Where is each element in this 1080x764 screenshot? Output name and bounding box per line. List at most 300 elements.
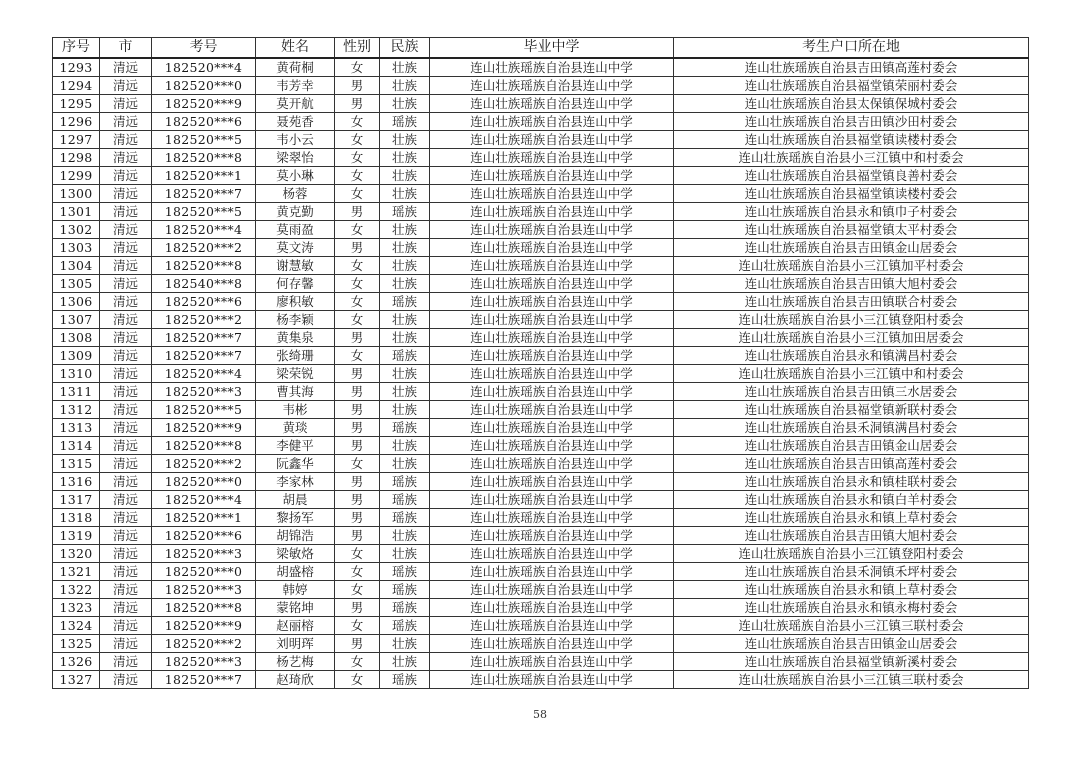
cell-graduation-school: 连山壮族瑶族自治县连山中学 xyxy=(430,293,674,311)
cell-gender: 女 xyxy=(335,347,380,365)
cell-gender: 男 xyxy=(335,599,380,617)
cell-exam-number: 182520***6 xyxy=(152,293,256,311)
cell-index: 1322 xyxy=(53,581,100,599)
cell-household-location: 连山壮族瑶族自治县福堂镇读楼村委会 xyxy=(674,131,1029,149)
cell-ethnicity: 壮族 xyxy=(380,185,430,203)
table-row xyxy=(53,203,1029,221)
cell-city: 清远 xyxy=(100,149,152,167)
cell-name: 梁敏烙 xyxy=(256,545,335,563)
cell-household-location: 连山壮族瑶族自治县永和镇永梅村委会 xyxy=(674,599,1029,617)
cell-household-location: 连山壮族瑶族自治县永和镇上草村委会 xyxy=(674,581,1029,599)
cell-name: 廖积敏 xyxy=(256,293,335,311)
cell-graduation-school: 连山壮族瑶族自治县连山中学 xyxy=(430,455,674,473)
cell-city: 清远 xyxy=(100,401,152,419)
cell-name: 梁翠怡 xyxy=(256,149,335,167)
cell-household-location: 连山壮族瑶族自治县福堂镇太平村委会 xyxy=(674,221,1029,239)
cell-household-location: 连山壮族瑶族自治县小三江镇加平村委会 xyxy=(674,257,1029,275)
cell-gender: 女 xyxy=(335,185,380,203)
header-household-location: 考生户口所在地 xyxy=(674,38,1029,59)
cell-exam-number: 182520***5 xyxy=(152,401,256,419)
cell-exam-number: 182520***6 xyxy=(152,527,256,545)
cell-name: 聂苑香 xyxy=(256,113,335,131)
cell-graduation-school: 连山壮族瑶族自治县连山中学 xyxy=(430,491,674,509)
cell-name: 韦彬 xyxy=(256,401,335,419)
cell-graduation-school: 连山壮族瑶族自治县连山中学 xyxy=(430,113,674,131)
cell-ethnicity: 瑶族 xyxy=(380,419,430,437)
cell-exam-number: 182520***2 xyxy=(152,635,256,653)
cell-city: 清远 xyxy=(100,293,152,311)
cell-index: 1296 xyxy=(53,113,100,131)
cell-city: 清远 xyxy=(100,473,152,491)
cell-city: 清远 xyxy=(100,671,152,689)
table-row xyxy=(53,365,1029,383)
cell-ethnicity: 壮族 xyxy=(380,149,430,167)
cell-household-location: 连山壮族瑶族自治县吉田镇三水居委会 xyxy=(674,383,1029,401)
cell-index: 1321 xyxy=(53,563,100,581)
cell-name: 谢慧敏 xyxy=(256,257,335,275)
cell-index: 1300 xyxy=(53,185,100,203)
cell-household-location: 连山壮族瑶族自治县吉田镇高莲村委会 xyxy=(674,455,1029,473)
cell-city: 清远 xyxy=(100,58,152,77)
cell-graduation-school: 连山壮族瑶族自治县连山中学 xyxy=(430,617,674,635)
table-row xyxy=(53,491,1029,509)
cell-city: 清远 xyxy=(100,131,152,149)
cell-city: 清远 xyxy=(100,221,152,239)
cell-ethnicity: 壮族 xyxy=(380,58,430,77)
cell-city: 清远 xyxy=(100,257,152,275)
table-row xyxy=(53,545,1029,563)
table-row xyxy=(53,635,1029,653)
cell-name: 杨李颖 xyxy=(256,311,335,329)
cell-name: 莫文涛 xyxy=(256,239,335,257)
cell-ethnicity: 壮族 xyxy=(380,527,430,545)
table-row xyxy=(53,239,1029,257)
header-city: 市 xyxy=(100,38,152,59)
cell-graduation-school: 连山壮族瑶族自治县连山中学 xyxy=(430,527,674,545)
cell-exam-number: 182520***4 xyxy=(152,491,256,509)
cell-ethnicity: 壮族 xyxy=(380,437,430,455)
cell-name: 赵丽榕 xyxy=(256,617,335,635)
cell-city: 清远 xyxy=(100,581,152,599)
cell-name: 阮鑫华 xyxy=(256,455,335,473)
cell-exam-number: 182520***4 xyxy=(152,365,256,383)
cell-graduation-school: 连山壮族瑶族自治县连山中学 xyxy=(430,347,674,365)
cell-ethnicity: 瑶族 xyxy=(380,473,430,491)
cell-ethnicity: 壮族 xyxy=(380,131,430,149)
cell-graduation-school: 连山壮族瑶族自治县连山中学 xyxy=(430,221,674,239)
cell-graduation-school: 连山壮族瑶族自治县连山中学 xyxy=(430,95,674,113)
cell-name: 黎扬军 xyxy=(256,509,335,527)
cell-household-location: 连山壮族瑶族自治县禾洞镇满昌村委会 xyxy=(674,419,1029,437)
cell-name: 赵琦欣 xyxy=(256,671,335,689)
cell-household-location: 连山壮族瑶族自治县吉田镇联合村委会 xyxy=(674,293,1029,311)
cell-ethnicity: 壮族 xyxy=(380,383,430,401)
table-body xyxy=(53,58,1029,689)
cell-exam-number: 182520***8 xyxy=(152,257,256,275)
cell-index: 1294 xyxy=(53,77,100,95)
cell-index: 1306 xyxy=(53,293,100,311)
table-row xyxy=(53,509,1029,527)
cell-gender: 男 xyxy=(335,365,380,383)
table-row xyxy=(53,671,1029,689)
cell-household-location: 连山壮族瑶族自治县吉田镇大旭村委会 xyxy=(674,275,1029,293)
cell-city: 清远 xyxy=(100,77,152,95)
header-exam-number: 考号 xyxy=(152,38,256,59)
cell-name: 张绮珊 xyxy=(256,347,335,365)
cell-index: 1315 xyxy=(53,455,100,473)
cell-index: 1311 xyxy=(53,383,100,401)
cell-household-location: 连山壮族瑶族自治县福堂镇良善村委会 xyxy=(674,167,1029,185)
cell-ethnicity: 瑶族 xyxy=(380,563,430,581)
cell-index: 1317 xyxy=(53,491,100,509)
cell-exam-number: 182520***1 xyxy=(152,167,256,185)
cell-graduation-school: 连山壮族瑶族自治县连山中学 xyxy=(430,383,674,401)
cell-household-location: 连山壮族瑶族自治县小三江镇登阳村委会 xyxy=(674,311,1029,329)
cell-exam-number: 182520***9 xyxy=(152,95,256,113)
table-row xyxy=(53,617,1029,635)
cell-ethnicity: 壮族 xyxy=(380,275,430,293)
cell-ethnicity: 瑶族 xyxy=(380,347,430,365)
cell-graduation-school: 连山壮族瑶族自治县连山中学 xyxy=(430,509,674,527)
cell-index: 1298 xyxy=(53,149,100,167)
header-name: 姓名 xyxy=(256,38,335,59)
cell-graduation-school: 连山壮族瑶族自治县连山中学 xyxy=(430,473,674,491)
cell-exam-number: 182520***8 xyxy=(152,437,256,455)
cell-exam-number: 182520***2 xyxy=(152,311,256,329)
cell-ethnicity: 瑶族 xyxy=(380,509,430,527)
cell-household-location: 连山壮族瑶族自治县永和镇满昌村委会 xyxy=(674,347,1029,365)
cell-city: 清远 xyxy=(100,599,152,617)
cell-exam-number: 182520***3 xyxy=(152,653,256,671)
table-row xyxy=(53,581,1029,599)
cell-gender: 女 xyxy=(335,545,380,563)
cell-name: 胡盛榕 xyxy=(256,563,335,581)
cell-ethnicity: 瑶族 xyxy=(380,617,430,635)
cell-index: 1299 xyxy=(53,167,100,185)
table-row xyxy=(53,149,1029,167)
cell-gender: 男 xyxy=(335,491,380,509)
cell-name: 李健平 xyxy=(256,437,335,455)
cell-gender: 男 xyxy=(335,239,380,257)
cell-graduation-school: 连山壮族瑶族自治县连山中学 xyxy=(430,653,674,671)
table-row xyxy=(53,293,1029,311)
cell-ethnicity: 壮族 xyxy=(380,77,430,95)
cell-index: 1319 xyxy=(53,527,100,545)
cell-name: 蒙铭坤 xyxy=(256,599,335,617)
cell-exam-number: 182520***0 xyxy=(152,563,256,581)
cell-household-location: 连山壮族瑶族自治县福堂镇新联村委会 xyxy=(674,401,1029,419)
cell-graduation-school: 连山壮族瑶族自治县连山中学 xyxy=(430,419,674,437)
cell-city: 清远 xyxy=(100,419,152,437)
cell-ethnicity: 壮族 xyxy=(380,545,430,563)
table-row xyxy=(53,401,1029,419)
cell-city: 清远 xyxy=(100,383,152,401)
cell-name: 黄集泉 xyxy=(256,329,335,347)
cell-exam-number: 182520***0 xyxy=(152,77,256,95)
table-row xyxy=(53,311,1029,329)
cell-index: 1309 xyxy=(53,347,100,365)
cell-household-location: 连山壮族瑶族自治县吉田镇金山居委会 xyxy=(674,239,1029,257)
cell-exam-number: 182520***7 xyxy=(152,347,256,365)
cell-exam-number: 182520***7 xyxy=(152,329,256,347)
cell-exam-number: 182520***2 xyxy=(152,455,256,473)
cell-gender: 女 xyxy=(335,617,380,635)
cell-gender: 女 xyxy=(335,293,380,311)
cell-ethnicity: 壮族 xyxy=(380,167,430,185)
cell-graduation-school: 连山壮族瑶族自治县连山中学 xyxy=(430,257,674,275)
cell-graduation-school: 连山壮族瑶族自治县连山中学 xyxy=(430,149,674,167)
cell-gender: 男 xyxy=(335,437,380,455)
cell-ethnicity: 壮族 xyxy=(380,221,430,239)
student-roster-table xyxy=(52,37,1029,689)
cell-name: 莫小琳 xyxy=(256,167,335,185)
table-row xyxy=(53,95,1029,113)
cell-exam-number: 182520***3 xyxy=(152,383,256,401)
table-row xyxy=(53,329,1029,347)
cell-city: 清远 xyxy=(100,545,152,563)
cell-exam-number: 182520***0 xyxy=(152,473,256,491)
cell-city: 清远 xyxy=(100,95,152,113)
table-row xyxy=(53,563,1029,581)
cell-index: 1323 xyxy=(53,599,100,617)
table-row xyxy=(53,383,1029,401)
cell-graduation-school: 连山壮族瑶族自治县连山中学 xyxy=(430,401,674,419)
cell-name: 杨蓉 xyxy=(256,185,335,203)
cell-household-location: 连山壮族瑶族自治县福堂镇荣丽村委会 xyxy=(674,77,1029,95)
cell-city: 清远 xyxy=(100,509,152,527)
cell-exam-number: 182520***4 xyxy=(152,58,256,77)
cell-gender: 女 xyxy=(335,131,380,149)
cell-index: 1307 xyxy=(53,311,100,329)
cell-graduation-school: 连山壮族瑶族自治县连山中学 xyxy=(430,77,674,95)
table-row xyxy=(53,257,1029,275)
cell-index: 1327 xyxy=(53,671,100,689)
cell-index: 1313 xyxy=(53,419,100,437)
cell-gender: 男 xyxy=(335,329,380,347)
cell-gender: 女 xyxy=(335,671,380,689)
cell-city: 清远 xyxy=(100,491,152,509)
cell-graduation-school: 连山壮族瑶族自治县连山中学 xyxy=(430,311,674,329)
cell-ethnicity: 瑶族 xyxy=(380,581,430,599)
cell-exam-number: 182520***8 xyxy=(152,149,256,167)
cell-gender: 女 xyxy=(335,581,380,599)
table-row xyxy=(53,58,1029,77)
cell-name: 杨艺梅 xyxy=(256,653,335,671)
cell-graduation-school: 连山壮族瑶族自治县连山中学 xyxy=(430,437,674,455)
cell-city: 清远 xyxy=(100,239,152,257)
cell-household-location: 连山壮族瑶族自治县永和镇上草村委会 xyxy=(674,509,1029,527)
cell-city: 清远 xyxy=(100,275,152,293)
cell-household-location: 连山壮族瑶族自治县小三江镇中和村委会 xyxy=(674,365,1029,383)
cell-ethnicity: 壮族 xyxy=(380,455,430,473)
page-number: 58 xyxy=(533,708,547,721)
cell-ethnicity: 瑶族 xyxy=(380,293,430,311)
cell-exam-number: 182520***2 xyxy=(152,239,256,257)
cell-exam-number: 182520***7 xyxy=(152,671,256,689)
cell-graduation-school: 连山壮族瑶族自治县连山中学 xyxy=(430,239,674,257)
cell-household-location: 连山壮族瑶族自治县福堂镇读楼村委会 xyxy=(674,185,1029,203)
table-row xyxy=(53,113,1029,131)
table-row xyxy=(53,185,1029,203)
cell-gender: 女 xyxy=(335,455,380,473)
cell-household-location: 连山壮族瑶族自治县永和镇巾子村委会 xyxy=(674,203,1029,221)
cell-graduation-school: 连山壮族瑶族自治县连山中学 xyxy=(430,131,674,149)
cell-city: 清远 xyxy=(100,563,152,581)
cell-ethnicity: 壮族 xyxy=(380,239,430,257)
cell-index: 1312 xyxy=(53,401,100,419)
cell-name: 韦芳幸 xyxy=(256,77,335,95)
cell-index: 1304 xyxy=(53,257,100,275)
cell-ethnicity: 壮族 xyxy=(380,257,430,275)
header-graduation-school: 毕业中学 xyxy=(430,38,674,59)
cell-exam-number: 182520***5 xyxy=(152,131,256,149)
cell-household-location: 连山壮族瑶族自治县吉田镇高莲村委会 xyxy=(674,58,1029,77)
cell-city: 清远 xyxy=(100,311,152,329)
table-row xyxy=(53,131,1029,149)
cell-exam-number: 182540***8 xyxy=(152,275,256,293)
cell-gender: 男 xyxy=(335,203,380,221)
cell-household-location: 连山壮族瑶族自治县福堂镇新溪村委会 xyxy=(674,653,1029,671)
cell-ethnicity: 壮族 xyxy=(380,311,430,329)
cell-gender: 女 xyxy=(335,58,380,77)
cell-ethnicity: 瑶族 xyxy=(380,599,430,617)
cell-city: 清远 xyxy=(100,203,152,221)
table-row xyxy=(53,437,1029,455)
cell-ethnicity: 壮族 xyxy=(380,401,430,419)
cell-city: 清远 xyxy=(100,635,152,653)
cell-exam-number: 182520***9 xyxy=(152,419,256,437)
cell-index: 1305 xyxy=(53,275,100,293)
cell-city: 清远 xyxy=(100,437,152,455)
cell-gender: 女 xyxy=(335,113,380,131)
cell-gender: 女 xyxy=(335,563,380,581)
cell-ethnicity: 瑶族 xyxy=(380,203,430,221)
cell-household-location: 连山壮族瑶族自治县禾洞镇禾坪村委会 xyxy=(674,563,1029,581)
cell-name: 胡锦浩 xyxy=(256,527,335,545)
cell-household-location: 连山壮族瑶族自治县太保镇保城村委会 xyxy=(674,95,1029,113)
cell-graduation-school: 连山壮族瑶族自治县连山中学 xyxy=(430,563,674,581)
cell-graduation-school: 连山壮族瑶族自治县连山中学 xyxy=(430,275,674,293)
cell-graduation-school: 连山壮族瑶族自治县连山中学 xyxy=(430,58,674,77)
cell-gender: 男 xyxy=(335,383,380,401)
cell-household-location: 连山壮族瑶族自治县吉田镇大旭村委会 xyxy=(674,527,1029,545)
cell-index: 1310 xyxy=(53,365,100,383)
table-row xyxy=(53,455,1029,473)
cell-graduation-school: 连山壮族瑶族自治县连山中学 xyxy=(430,545,674,563)
header-ethnicity: 民族 xyxy=(380,38,430,59)
cell-graduation-school: 连山壮族瑶族自治县连山中学 xyxy=(430,365,674,383)
cell-ethnicity: 瑶族 xyxy=(380,671,430,689)
cell-name: 李家林 xyxy=(256,473,335,491)
cell-name: 曹其海 xyxy=(256,383,335,401)
cell-name: 胡晨 xyxy=(256,491,335,509)
cell-index: 1316 xyxy=(53,473,100,491)
cell-ethnicity: 瑶族 xyxy=(380,491,430,509)
cell-index: 1293 xyxy=(53,58,100,77)
table-row xyxy=(53,599,1029,617)
cell-index: 1325 xyxy=(53,635,100,653)
cell-gender: 女 xyxy=(335,149,380,167)
cell-city: 清远 xyxy=(100,455,152,473)
cell-city: 清远 xyxy=(100,185,152,203)
cell-gender: 女 xyxy=(335,275,380,293)
cell-household-location: 连山壮族瑶族自治县吉田镇沙田村委会 xyxy=(674,113,1029,131)
cell-household-location: 连山壮族瑶族自治县永和镇白羊村委会 xyxy=(674,491,1029,509)
cell-gender: 男 xyxy=(335,95,380,113)
table-row xyxy=(53,275,1029,293)
cell-city: 清远 xyxy=(100,167,152,185)
cell-exam-number: 182520***4 xyxy=(152,221,256,239)
cell-exam-number: 182520***6 xyxy=(152,113,256,131)
cell-city: 清远 xyxy=(100,113,152,131)
cell-household-location: 连山壮族瑶族自治县小三江镇三联村委会 xyxy=(674,617,1029,635)
cell-ethnicity: 壮族 xyxy=(380,365,430,383)
cell-exam-number: 182520***7 xyxy=(152,185,256,203)
cell-city: 清远 xyxy=(100,365,152,383)
cell-index: 1297 xyxy=(53,131,100,149)
cell-index: 1295 xyxy=(53,95,100,113)
cell-gender: 女 xyxy=(335,653,380,671)
cell-household-location: 连山壮族瑶族自治县小三江镇中和村委会 xyxy=(674,149,1029,167)
cell-name: 黄克勤 xyxy=(256,203,335,221)
cell-index: 1302 xyxy=(53,221,100,239)
cell-gender: 男 xyxy=(335,509,380,527)
cell-gender: 男 xyxy=(335,527,380,545)
cell-index: 1326 xyxy=(53,653,100,671)
cell-household-location: 连山壮族瑶族自治县小三江镇加田居委会 xyxy=(674,329,1029,347)
cell-ethnicity: 壮族 xyxy=(380,329,430,347)
cell-exam-number: 182520***1 xyxy=(152,509,256,527)
table-row xyxy=(53,221,1029,239)
cell-name: 莫开航 xyxy=(256,95,335,113)
cell-index: 1320 xyxy=(53,545,100,563)
cell-name: 韩婷 xyxy=(256,581,335,599)
cell-graduation-school: 连山壮族瑶族自治县连山中学 xyxy=(430,635,674,653)
cell-gender: 女 xyxy=(335,167,380,185)
table-row xyxy=(53,77,1029,95)
cell-household-location: 连山壮族瑶族自治县小三江镇三联村委会 xyxy=(674,671,1029,689)
cell-exam-number: 182520***3 xyxy=(152,581,256,599)
cell-graduation-school: 连山壮族瑶族自治县连山中学 xyxy=(430,599,674,617)
header-index: 序号 xyxy=(53,38,100,59)
cell-name: 黄荷桐 xyxy=(256,58,335,77)
cell-exam-number: 182520***3 xyxy=(152,545,256,563)
table-row xyxy=(53,473,1029,491)
cell-graduation-school: 连山壮族瑶族自治县连山中学 xyxy=(430,185,674,203)
cell-ethnicity: 壮族 xyxy=(380,635,430,653)
cell-exam-number: 182520***5 xyxy=(152,203,256,221)
table-row xyxy=(53,167,1029,185)
cell-name: 黄琰 xyxy=(256,419,335,437)
header-gender: 性别 xyxy=(335,38,380,59)
cell-city: 清远 xyxy=(100,617,152,635)
cell-household-location: 连山壮族瑶族自治县吉田镇金山居委会 xyxy=(674,437,1029,455)
cell-ethnicity: 瑶族 xyxy=(380,113,430,131)
cell-household-location: 连山壮族瑶族自治县小三江镇登阳村委会 xyxy=(674,545,1029,563)
cell-household-location: 连山壮族瑶族自治县永和镇桂联村委会 xyxy=(674,473,1029,491)
cell-gender: 女 xyxy=(335,257,380,275)
cell-city: 清远 xyxy=(100,653,152,671)
table-row xyxy=(53,419,1029,437)
cell-graduation-school: 连山壮族瑶族自治县连山中学 xyxy=(430,581,674,599)
cell-index: 1301 xyxy=(53,203,100,221)
cell-household-location: 连山壮族瑶族自治县吉田镇金山居委会 xyxy=(674,635,1029,653)
cell-name: 韦小云 xyxy=(256,131,335,149)
cell-graduation-school: 连山壮族瑶族自治县连山中学 xyxy=(430,167,674,185)
table-row xyxy=(53,527,1029,545)
cell-gender: 女 xyxy=(335,221,380,239)
cell-city: 清远 xyxy=(100,527,152,545)
